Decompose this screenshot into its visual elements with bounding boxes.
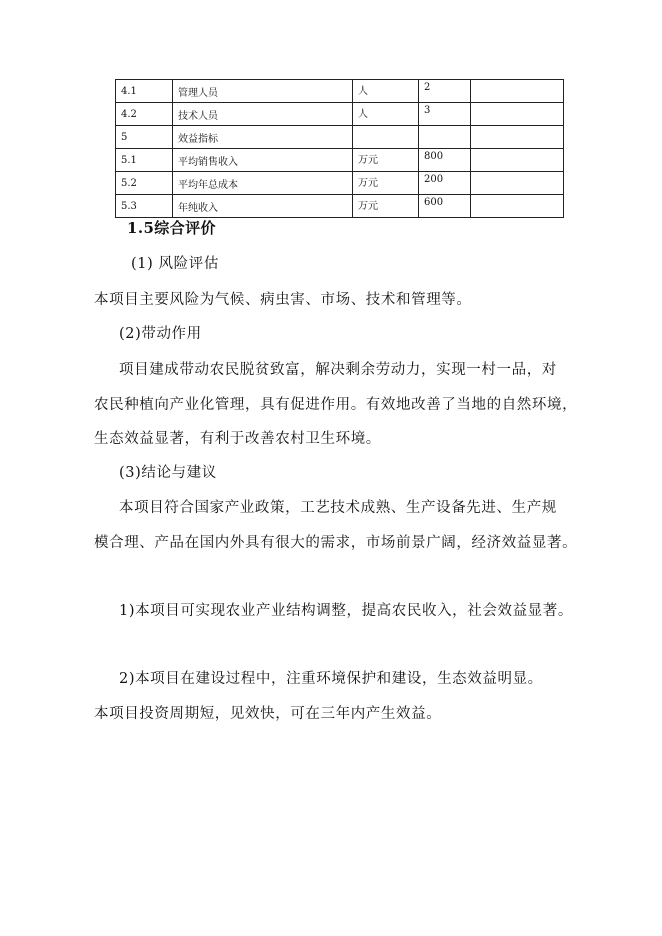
- row-value: 600: [419, 195, 471, 218]
- row-note: [471, 126, 564, 149]
- conclusion-line-2: 模合理、产品在国内外具有很大的需求，市场前景广阔，经济效益显著。: [94, 535, 578, 551]
- table-row: [116, 149, 564, 172]
- indicator-table-body: [116, 80, 564, 218]
- table-row: [116, 103, 564, 126]
- table-row: [116, 80, 564, 103]
- table-row: [116, 172, 564, 195]
- row-unit: 人: [353, 103, 419, 126]
- row-item: 年纯收入: [173, 195, 353, 218]
- row-item: 平均年总成本: [173, 172, 353, 195]
- drive-line-2: 农民种植向产业化管理，具有促进作用。有效地改善了当地的自然环境，: [94, 397, 578, 413]
- row-note: [471, 149, 564, 172]
- row-note: [471, 103, 564, 126]
- row-number: 5.3: [116, 195, 173, 218]
- row-note: [471, 80, 564, 103]
- row-number: 5: [116, 126, 173, 149]
- row-item: 技术人员: [173, 103, 353, 126]
- row-item: 平均销售收入: [173, 149, 353, 172]
- row-value: 3: [419, 103, 471, 126]
- row-value: 800: [419, 149, 471, 172]
- row-number: 5.1: [116, 149, 173, 172]
- row-unit: [353, 126, 419, 149]
- row-unit: 万元: [353, 172, 419, 195]
- row-number: 4.1: [116, 80, 173, 103]
- row-number: 5.2: [116, 172, 173, 195]
- row-item: 管理人员: [173, 80, 353, 103]
- indicator-table: [115, 79, 564, 218]
- point-2: 2)本项目在建设过程中，注重环境保护和建设，生态效益明显。: [119, 671, 543, 687]
- risk-title: (1) 风险评估: [131, 256, 219, 272]
- drive-title: (2)带动作用: [119, 326, 202, 342]
- row-value: [419, 126, 471, 149]
- drive-line-1: 项目建成带动农民脱贫致富，解决剩余劳动力，实现一村一品，对: [119, 362, 557, 378]
- table-row: [116, 195, 564, 218]
- row-value: 2: [419, 80, 471, 103]
- row-note: [471, 172, 564, 195]
- conclusion-line-1: 本项目符合国家产业政策，工艺技术成熟、生产设备先进、生产规: [119, 500, 557, 516]
- row-item: 效益指标: [173, 126, 353, 149]
- row-unit: 人: [353, 80, 419, 103]
- risk-text: 本项目主要风险为气候、病虫害、市场、技术和管理等。: [94, 292, 472, 308]
- table-row: [116, 126, 564, 149]
- section-heading: 1.5综合评价: [127, 219, 216, 237]
- drive-line-3: 生态效益显著，有利于改善农村卫生环境。: [94, 431, 381, 447]
- conclusion-title: (3)结论与建议: [119, 465, 217, 481]
- point-1: 1)本项目可实现农业产业结构调整，提高农民收入，社会效益显著。: [119, 603, 573, 619]
- row-note: [471, 195, 564, 218]
- final-line: 本项目投资周期短，见效快，可在三年内产生效益。: [94, 706, 442, 722]
- row-unit: 万元: [353, 195, 419, 218]
- row-number: 4.2: [116, 103, 173, 126]
- row-unit: 万元: [353, 149, 419, 172]
- row-value: 200: [419, 172, 471, 195]
